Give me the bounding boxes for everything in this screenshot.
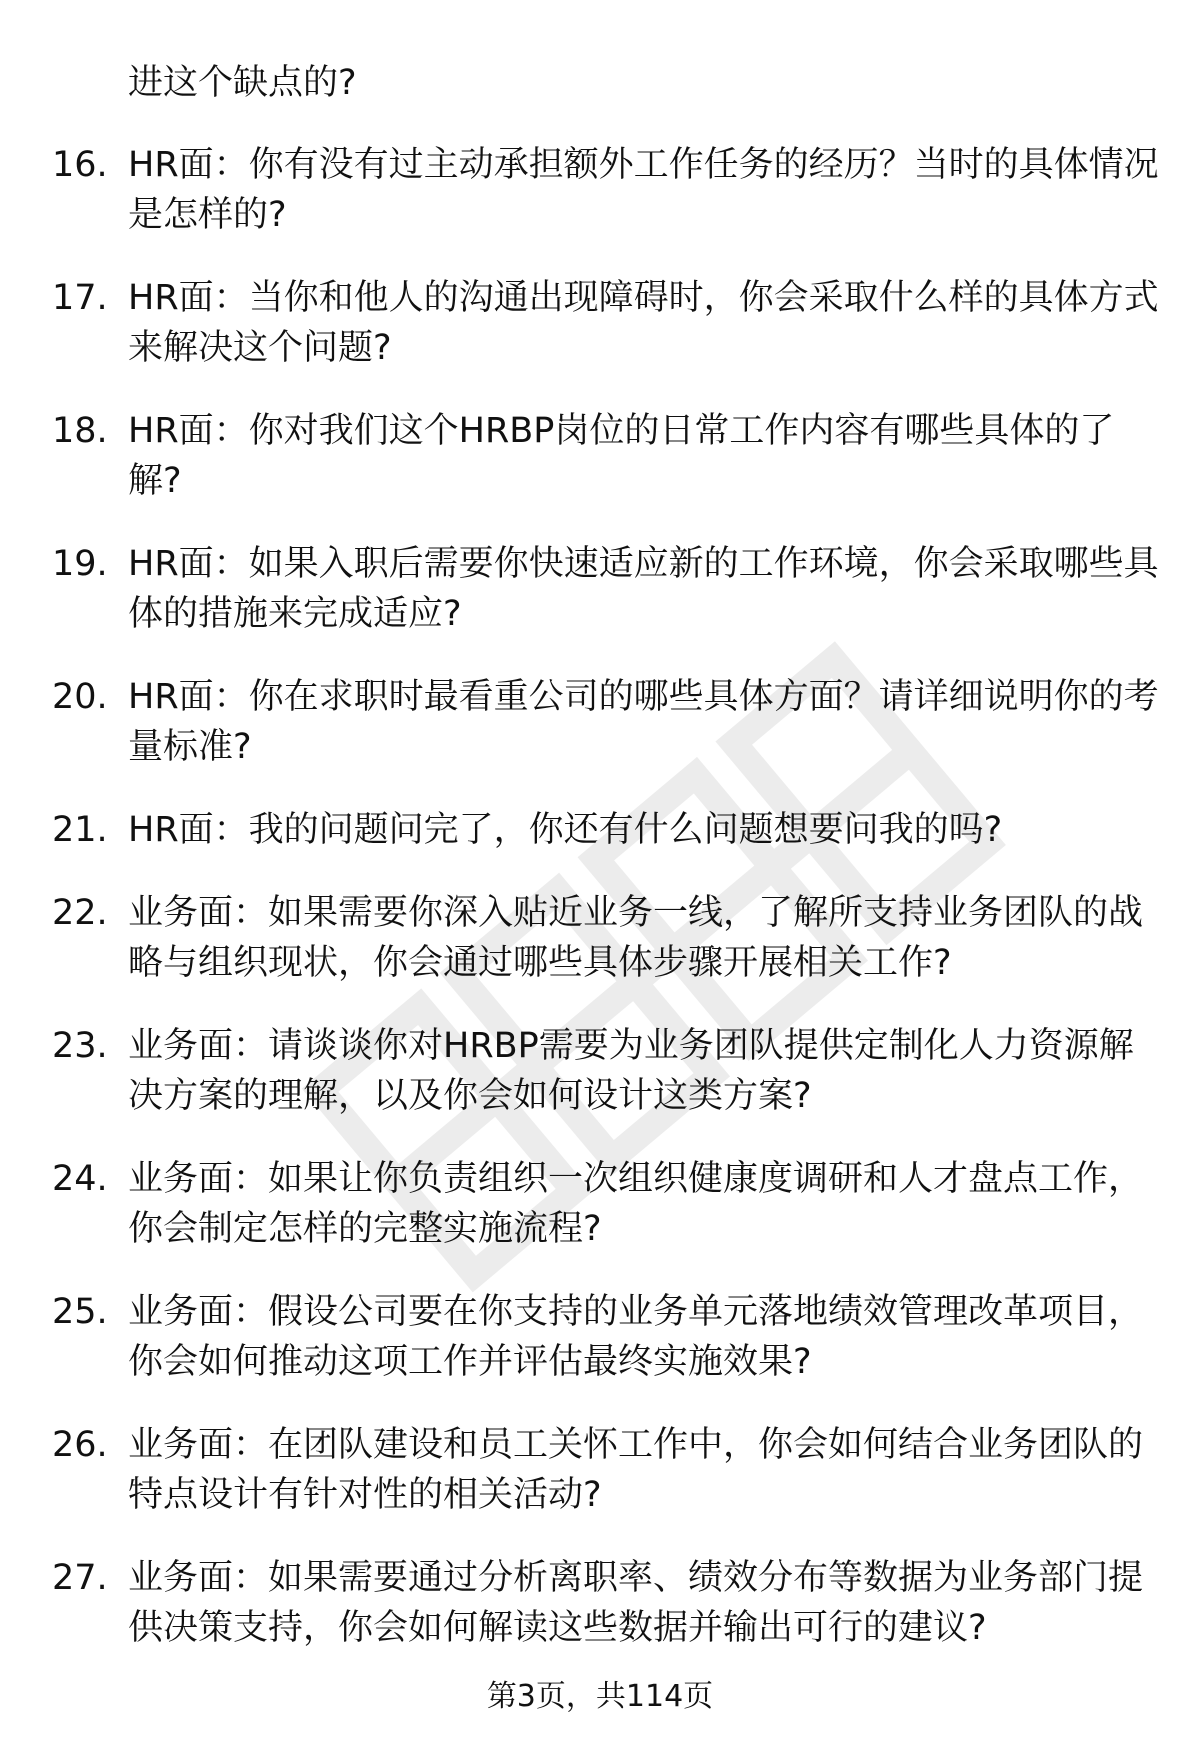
question-text: HR面：如果入职后需要你快速适应新的工作环境，你会采取哪些具体的措施来完成适应?: [128, 544, 1159, 634]
question-number: 24.: [52, 1159, 108, 1199]
question-number: 25.: [52, 1292, 108, 1332]
question-text: 业务面：如果让你负责组织一次组织健康度调研和人才盘点工作，你会制定怎样的完整实施流程?: [128, 1159, 1144, 1249]
question-item: [0, 888, 1200, 988]
question-number: 22.: [52, 893, 108, 933]
question-text: 业务面：请谈谈你对HRBP需要为业务团队提供定制化人力资源解决方案的理解，以及你会如何设计这类方案?: [128, 1026, 1134, 1116]
question-text: 业务面：在团队建设和员工关怀工作中，你会如何结合业务团队的特点设计有针对性的相关活动?: [128, 1425, 1144, 1515]
question-item: [0, 140, 1200, 240]
question-text: HR面：你有没有过主动承担额外工作任务的经历？当时的具体情况是怎样的?: [128, 145, 1159, 235]
question-number: 21.: [52, 810, 108, 850]
question-number: 17.: [52, 278, 108, 318]
question-number: 27.: [52, 1558, 108, 1598]
question-number: 18.: [52, 411, 108, 451]
question-item: [0, 1553, 1200, 1653]
question-text: HR面：你对我们这个HRBP岗位的日常工作内容有哪些具体的了解?: [128, 411, 1115, 501]
question-item: [0, 1287, 1200, 1387]
question-number: 16.: [52, 145, 108, 185]
question-item: [0, 1021, 1200, 1121]
question-list: [0, 140, 1200, 1686]
question-text: HR面：你在求职时最看重公司的哪些具体方面？请详细说明你的考量标准?: [128, 677, 1159, 767]
question-number: 26.: [52, 1425, 108, 1465]
question-number: 23.: [52, 1026, 108, 1066]
question-text: 业务面：如果需要你深入贴近业务一线，了解所支持业务团队的战略与组织现状，你会通过哪些具体步骤开展相关工作?: [128, 893, 1144, 983]
question-item: [0, 805, 1200, 855]
continuation-text: 进这个缺点的?: [128, 63, 357, 103]
question-text: HR面：当你和他人的沟通出现障碍时，你会采取什么样的具体方式来解决这个问题?: [128, 278, 1159, 368]
question-text: 业务面：假设公司要在你支持的业务单元落地绩效管理改革项目，你会如何推动这项工作并评估最终实施效果?: [128, 1292, 1144, 1382]
question-item: [0, 672, 1200, 772]
question-item: [0, 1154, 1200, 1254]
question-item: [0, 406, 1200, 506]
page-footer: 第3页，共114页: [486, 1679, 714, 1714]
question-item: [0, 273, 1200, 373]
question-text: 业务面：如果需要通过分析离职率、绩效分布等数据为业务部门提供决策支持，你会如何解读这些数据并输出可行的建议?: [128, 1558, 1144, 1648]
question-item: [0, 539, 1200, 639]
question-text: HR面：我的问题问完了，你还有什么问题想要问我的吗?: [128, 810, 1003, 850]
question-item: [0, 1420, 1200, 1520]
question-number: 20.: [52, 677, 108, 717]
question-number: 19.: [52, 544, 108, 584]
